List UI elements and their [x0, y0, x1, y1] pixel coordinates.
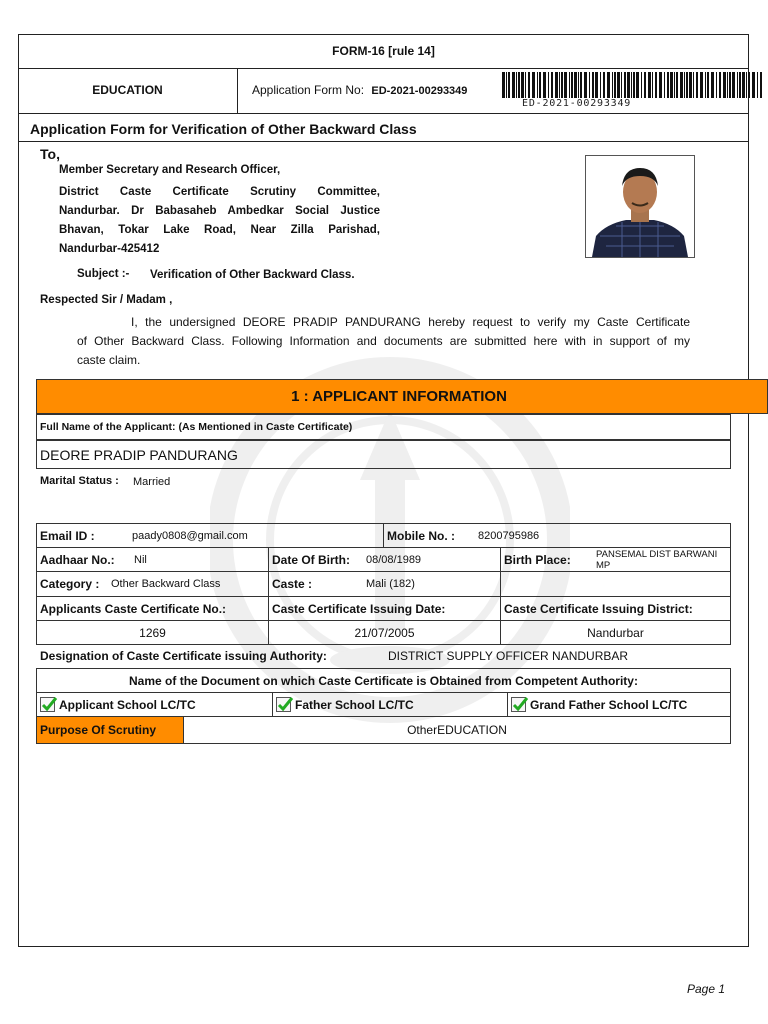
dob-cell — [268, 547, 501, 572]
doc-father-cell — [272, 692, 508, 717]
cert-no-value: 1269 — [36, 620, 269, 645]
birthplace-cell — [500, 547, 731, 572]
caste-cell — [268, 571, 501, 597]
aadhaar-label: Aadhaar No.: — [40, 552, 115, 567]
checkbox-checked-icon[interactable] — [40, 697, 55, 712]
subject-text: Verification of Other Backward Class. — [150, 269, 355, 281]
caste-label: Caste : — [272, 577, 313, 591]
issue-date-value: 21/07/2005 — [268, 620, 501, 645]
mobile-cell — [383, 523, 731, 548]
address-line: Nandurbar-425412 — [59, 243, 160, 255]
mobile-label: Mobile No. : — [387, 528, 455, 543]
divider — [18, 68, 749, 69]
salutation: Respected Sir / Madam , — [40, 294, 173, 306]
fullname-label: Full Name of the Applicant: (As Mentioned in Caste Certificate) — [36, 414, 731, 440]
birthplace-label: Birth Place: — [504, 552, 571, 567]
marital-value: Married — [133, 476, 171, 488]
caste-value: Mali (182) — [366, 578, 415, 590]
dob-value: 08/08/1989 — [366, 553, 422, 566]
address-line: Member Secretary and Research Officer, — [59, 164, 281, 176]
divider — [18, 141, 749, 142]
aadhaar-value: Nil — [134, 553, 147, 566]
mobile-value: 8200795986 — [478, 529, 540, 542]
app-no-value: ED-2021-00293349 — [371, 85, 468, 97]
email-label: Email ID : — [40, 528, 95, 543]
purpose-label: Purpose Of Scrutiny — [36, 716, 184, 744]
doc-heading: Name of the Document on which Caste Certificate is Obtained from Competent Authority: — [36, 668, 731, 693]
issue-date-label: Caste Certificate Issuing Date: — [268, 596, 501, 621]
checkbox-checked-icon[interactable] — [511, 697, 526, 712]
doc-father-label: Father School LC/TC — [295, 697, 414, 712]
email-cell — [36, 523, 384, 548]
marital-label: Marital Status : — [40, 475, 119, 487]
doc-applicant-cell — [36, 692, 273, 717]
subject-label: Subject :- — [77, 268, 130, 280]
cert-no-label: Applicants Caste Certificate No.: — [36, 596, 269, 621]
body-line: caste claim. — [77, 353, 141, 367]
body-line: of Other Backward Class. Following Information and documents are submitted here with in support of my — [77, 334, 690, 348]
address-line: District Caste Certificate Scrutiny Committee, — [59, 186, 380, 198]
empty-cell — [500, 571, 731, 597]
divider — [18, 113, 749, 114]
form-heading: Application Form for Verification of Other Backward Class — [30, 121, 417, 137]
birthplace-value: PANSEMAL DIST BARWANI MP — [596, 548, 718, 571]
application-number — [252, 83, 467, 97]
doc-applicant-label: Applicant School LC/TC — [59, 697, 196, 712]
divider — [237, 68, 238, 113]
category-value: Other Backward Class — [111, 578, 221, 590]
authority-value: DISTRICT SUPPLY OFFICER NANDURBAR — [388, 649, 629, 663]
category-cell — [36, 571, 269, 597]
to-label: To, — [40, 146, 60, 162]
address-line: Bhavan, Tokar Lake Road, Near Zilla Parishad, — [59, 224, 380, 236]
category-label: Category : — [40, 577, 100, 591]
section-header — [36, 379, 768, 414]
doc-grandfather-cell — [507, 692, 731, 717]
app-no-label: Application Form No: — [252, 83, 365, 97]
body-line: I, the undersigned DEORE PRADIP PANDURANG hereby request to verify my Caste Certificate — [131, 315, 690, 329]
doc-grandfather-label: Grand Father School LC/TC — [530, 697, 688, 712]
aadhaar-cell — [36, 547, 269, 572]
fullname-value: DEORE PRADIP PANDURANG — [36, 440, 731, 469]
issue-district-label: Caste Certificate Issuing District: — [500, 596, 731, 621]
page-number: Page 1 — [687, 982, 726, 996]
applicant-photo — [585, 155, 695, 258]
address-line: Nandurbar. Dr Babasaheb Ambedkar Social Justice — [59, 205, 380, 217]
issue-district-value: Nandurbar — [500, 620, 731, 645]
dob-label: Date Of Birth: — [272, 552, 350, 567]
section-title: 1 : APPLICANT INFORMATION — [291, 388, 507, 405]
department-label: EDUCATION — [92, 83, 163, 97]
purpose-value: OtherEDUCATION — [183, 716, 731, 744]
checkbox-checked-icon[interactable] — [276, 697, 291, 712]
form-title: FORM-16 [rule 14] — [332, 44, 435, 58]
authority-label: Designation of Caste Certificate issuing Authority: — [40, 649, 327, 663]
barcode-text: ED-2021-00293349 — [522, 98, 632, 109]
email-value: paady0808@gmail.com — [132, 529, 248, 542]
